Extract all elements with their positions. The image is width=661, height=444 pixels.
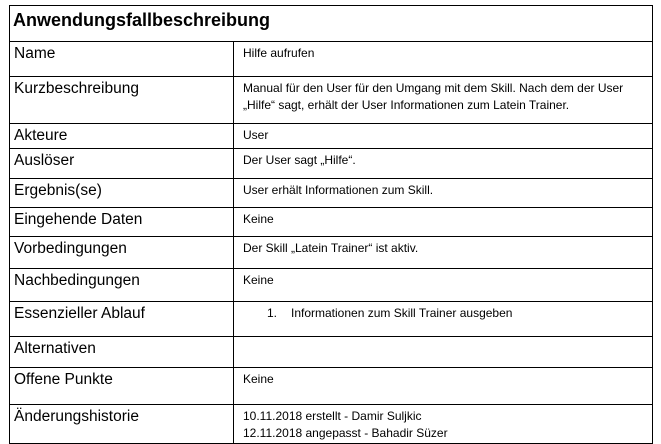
row-offene-punkte [10,368,653,405]
label-ausloeser: Auslöser [10,149,234,179]
row-alternativen [10,337,653,368]
list-item [243,305,652,322]
value-kurzbeschreibung: Manual für den User für den Umgang mit dem Skill. Nach dem der User „Hilfe“ sagt, erhält der User Informationen zum Latein Trainer. [234,77,653,124]
row-kurzbeschreibung [10,77,653,124]
value-eingehende-daten: Keine [234,208,653,237]
label-aenderungshistorie: Änderungshistorie [10,405,234,444]
label-essenzieller-ablauf: Essenzieller Ablauf [10,302,234,337]
row-ergebnisse [10,179,653,208]
row-akteure [10,124,653,149]
label-alternativen: Alternativen [10,337,234,368]
use-case-table [9,5,653,444]
list-number: 1. [267,306,278,320]
value-ausloeser: Der User sagt „Hilfe“. [234,149,653,179]
value-ergebnisse: User erhält Informationen zum Skill. [234,179,653,208]
list-text: Informationen zum Skill Trainer ausgeben [291,306,513,320]
table-title: Anwendungsfallbeschreibung [10,6,653,42]
label-ergebnisse: Ergebnis(se) [10,179,234,208]
value-essenzieller-ablauf [234,302,653,337]
value-alternativen [234,337,653,368]
label-eingehende-daten: Eingehende Daten [10,208,234,237]
value-nachbedingungen: Keine [234,269,653,302]
label-name: Name [10,42,234,77]
value-akteure: User [234,124,653,149]
label-akteure: Akteure [10,124,234,149]
row-vorbedingungen [10,237,653,269]
label-kurzbeschreibung: Kurzbeschreibung [10,77,234,124]
history-entry: 10.11.2018 erstellt - Damir Suljkic [243,409,422,423]
value-aenderungshistorie [234,405,653,444]
row-aenderungshistorie [10,405,653,444]
label-offene-punkte: Offene Punkte [10,368,234,405]
row-name [10,42,653,77]
row-nachbedingungen [10,269,653,302]
value-offene-punkte: Keine [234,368,653,405]
value-vorbedingungen: Der Skill „Latein Trainer“ ist aktiv. [234,237,653,269]
row-essenzieller-ablauf [10,302,653,337]
label-vorbedingungen: Vorbedingungen [10,237,234,269]
label-nachbedingungen: Nachbedingungen [10,269,234,302]
history-entry: 12.11.2018 angepasst - Bahadir Süzer [243,426,448,441]
row-ausloeser [10,149,653,179]
value-name: Hilfe aufrufen [234,42,653,77]
row-eingehende-daten [10,208,653,237]
